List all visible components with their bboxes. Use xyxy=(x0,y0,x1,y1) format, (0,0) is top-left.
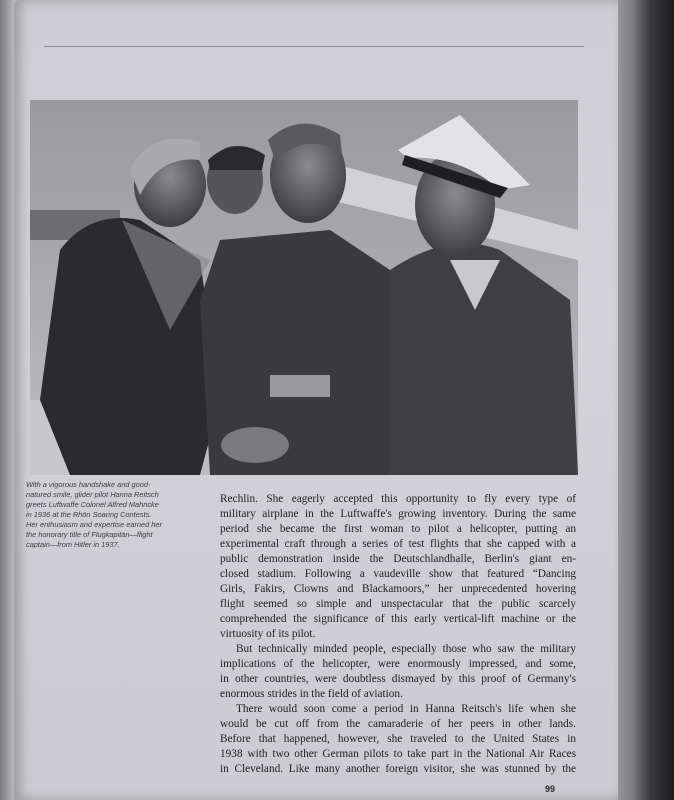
text-line: Before that happened, however, she traveled to the United States in xyxy=(220,733,576,745)
text-line: military airplane in the Luftwaffe's growing inventory. During the same xyxy=(220,508,576,520)
text-line: flight seemed so simple and unspectacular that the public scarcely xyxy=(220,598,576,610)
text-line: 1938 with two other German pilots to take part in the National Air Races xyxy=(220,748,576,760)
text-line: Girls, Fakirs, Clowns and Blackamoors,” her unprecedented hovering xyxy=(220,583,576,595)
text-line: in other countries, were doubtless dismayed by this proof of Germany's xyxy=(220,673,576,685)
caption-line: captain—from Hitler in 1937. xyxy=(26,540,120,549)
text-line: experimental craft through a series of test flights that she capped with a xyxy=(220,538,576,550)
text-line: Rechlin. She eagerly accepted this opportunity to fly every type of xyxy=(220,493,576,505)
photograph-illustration xyxy=(30,100,578,475)
text-line: But technically minded people, especially those who saw the military xyxy=(236,643,576,655)
text-line: There would soon come a period in Hanna Reitsch's life when she xyxy=(236,703,576,715)
caption-line: greets Luftwaffe Colonel Alfred Mahncke xyxy=(26,500,159,509)
text-line: enormous strides in the field of aviation. xyxy=(220,688,403,700)
caption-line: With a vigorous handshake and good- xyxy=(26,480,151,489)
caption-line: in 1936 at the Rhön Soaring Contests. xyxy=(26,510,152,519)
text-line: implications of the helicopter, were enormously impressed, and some, xyxy=(220,658,576,670)
text-line: in Cleveland. Like many another foreign visitor, she was stunned by the xyxy=(220,763,576,775)
text-line: comprehended the significance of this early vertical-lift machine or the xyxy=(220,613,576,625)
caption-line: natured smile, glider pilot Hanna Reitsch xyxy=(26,490,159,499)
header-rule xyxy=(44,46,584,47)
page-number: 99 xyxy=(545,784,556,794)
text-line: closed stadium. Following a vaudeville show that featured “Dancing xyxy=(220,568,576,580)
caption-line: Her enthusiasm and expertise earned her xyxy=(26,520,162,529)
caption-line: the honorary title of Flugkapitän—flight xyxy=(26,530,153,539)
photo-caption xyxy=(26,480,184,550)
text-line: virtuosity of its pilot. xyxy=(220,628,316,640)
body-text xyxy=(220,492,576,777)
book-cover-edge xyxy=(614,0,674,800)
text-line: period she became the first woman to pilot a helicopter, putting an xyxy=(220,523,576,535)
text-line: public demonstration inside the Deutschlandhalle, Berlin's giant en- xyxy=(220,553,576,565)
text-line: would be cut off from the camaraderie of her peers in other lands. xyxy=(220,718,576,730)
historical-photograph xyxy=(30,100,578,475)
book-page xyxy=(14,0,618,800)
